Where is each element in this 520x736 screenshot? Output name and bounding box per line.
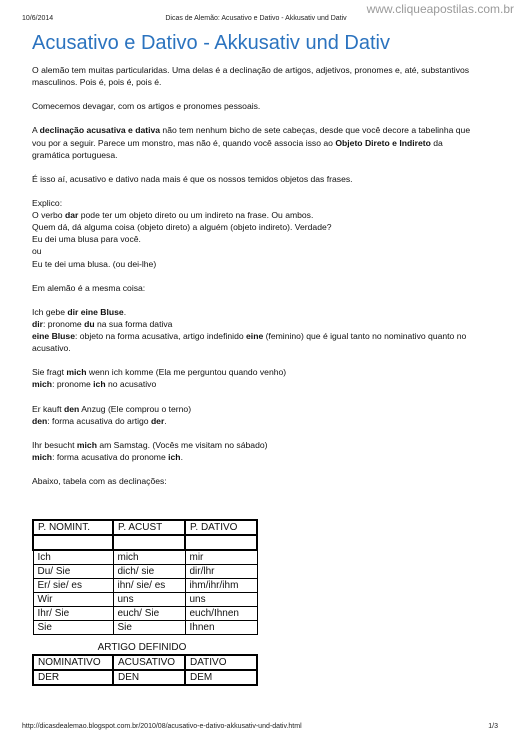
table-cell: euch/Ihnen	[185, 607, 257, 621]
page-number: 1/3	[488, 723, 498, 730]
table-cell	[33, 535, 113, 550]
text: Eu te dei uma blusa. (ou dei-lhe)	[32, 258, 157, 269]
text: : objeto na forma acusativa, artigo indefinido	[75, 331, 247, 342]
bold-text: mich	[66, 367, 87, 378]
paragraph	[32, 403, 472, 427]
table-cell: mich	[113, 550, 185, 565]
table-cell: mir	[185, 550, 257, 565]
table-caption: ARTIGO DEFINIDO	[97, 642, 187, 654]
table-header-cell: NOMINATIVO	[33, 655, 113, 670]
text: Explico:	[32, 198, 63, 209]
text: A	[32, 125, 40, 136]
text: .	[164, 415, 167, 426]
table-cell: Er/ sie/ es	[33, 579, 113, 593]
page-title: Acusativo e Dativo - Akkusativ und Dativ	[32, 32, 390, 54]
text: no acusativo	[105, 379, 157, 390]
table-cell: dir/lhr	[185, 565, 257, 579]
table-row	[33, 579, 257, 593]
bold-text: ich	[93, 379, 106, 390]
text: na sua forma dativa	[94, 318, 173, 329]
paragraph: Em alemão é a mesma coisa:	[32, 282, 146, 293]
text: Eu dei uma blusa para você.	[32, 234, 141, 245]
table-row	[33, 535, 257, 550]
table-header-cell: P. NOMINT.	[33, 520, 113, 535]
paragraph	[32, 439, 472, 463]
paragraph: O alemão tem muitas particularidas. Uma delas é a declinação de artigos, adjetivos, pronomes e, até, substantivos masculinos. Pois é, pois é, pois é.	[32, 65, 470, 88]
table-cell: uns	[185, 593, 257, 607]
text: (feminino) que é igual tanto no nominativo quanto no acusativo.	[32, 331, 467, 354]
table-cell: Ihnen	[185, 621, 257, 635]
text: : forma acusativa do artigo	[47, 415, 151, 426]
table-cell	[113, 535, 185, 550]
bold-text: dar	[64, 210, 79, 221]
watermark: www.cliqueapostilas.com.br	[366, 2, 514, 16]
text: am Samstag. (Vocês me visitam no sábado)	[96, 439, 268, 450]
paragraph	[32, 366, 472, 390]
paragraph	[32, 124, 472, 160]
bold-text: mich	[76, 439, 97, 450]
table-cell: Ihr/ Sie	[33, 607, 113, 621]
table-header-cell: DATIVO	[185, 655, 257, 670]
table-cell: DER	[33, 670, 113, 685]
bold-text: den	[64, 403, 80, 414]
paragraph: Abaixo, tabela com as declinações:	[32, 476, 167, 487]
table-row	[33, 550, 257, 565]
paragraph: Comecemos devagar, com os artigos e pronomes pessoais.	[32, 101, 261, 112]
paragraph: É isso aí, acusativo e dativo nada mais é que os nossos temidos objetos das frases.	[32, 173, 353, 184]
text: O verbo	[32, 210, 65, 221]
definite-article-table	[32, 654, 258, 686]
text: pode ter um objeto direto ou um indireto na frase. Ou ambos.	[78, 210, 314, 221]
table-cell: ihn/ sie/ es	[113, 579, 185, 593]
table-cell: Wir	[33, 593, 113, 607]
table-cell	[185, 535, 257, 550]
text: ou	[32, 246, 42, 257]
text: .	[123, 306, 127, 317]
table-header-cell: P. DATIVO	[185, 520, 257, 535]
bold-text: dir	[32, 318, 43, 329]
text: Anzug (Ele comprou o terno)	[79, 403, 192, 414]
bold-text: dir eine Bluse	[67, 306, 124, 317]
text: : pronome	[42, 318, 85, 329]
text: : pronome	[52, 379, 94, 390]
bold-text: du	[84, 318, 95, 329]
bold-text: den	[32, 415, 48, 426]
print-date: 10/6/2014	[22, 15, 54, 22]
table-row	[33, 607, 257, 621]
source-url: http://dicasdealemao.blogspot.com.br/2010/08/acusativo-e-dativo-akkusativ-und-dativ.html	[22, 723, 302, 730]
bold-text: der	[150, 415, 165, 426]
text: Ihr besucht	[32, 439, 77, 450]
paragraph	[32, 197, 472, 270]
pronoun-declension-table	[32, 519, 258, 635]
paragraph	[32, 306, 472, 354]
text: da gramática portuguesa.	[32, 137, 443, 160]
table-cell: euch/ Sie	[113, 607, 185, 621]
bold-text: mich	[32, 379, 53, 390]
table-row	[33, 593, 257, 607]
bold-text: Objeto Direto e Indireto	[335, 137, 431, 148]
text: Er kauft	[32, 403, 64, 414]
bold-text: declinação acusativa e dativa	[39, 125, 161, 136]
table-cell: DEN	[113, 670, 185, 685]
table-header-cell: P. ACUST	[113, 520, 185, 535]
table-header-row	[33, 655, 257, 670]
table-cell: ihm/ihr/ihm	[185, 579, 257, 593]
table-cell: Ich	[33, 550, 113, 565]
print-title: Dicas de Alemão: Acusativo e Dativo - Akkusativ und Dativ	[165, 15, 347, 22]
table-row	[33, 670, 257, 685]
text: .	[180, 452, 183, 462]
bold-text: eine Bluse	[32, 331, 75, 342]
table-cell: Du/ Sie	[33, 565, 113, 579]
table-cell: uns	[113, 593, 185, 607]
bold-text: ich	[168, 452, 181, 462]
table-header-cell: ACUSATIVO	[113, 655, 185, 670]
table-header-row	[33, 520, 257, 535]
bold-text: mich	[32, 452, 53, 462]
table-cell: dich/ sie	[113, 565, 185, 579]
text: wenn ich komme (Ela me perguntou quando venho)	[86, 367, 287, 378]
text: Sie fragt	[32, 367, 67, 378]
bold-text: eine	[246, 331, 264, 342]
text: : forma acusativa do pronome	[52, 452, 169, 462]
table-cell: DEM	[185, 670, 257, 685]
text: Ich gebe	[32, 306, 68, 317]
table-row	[33, 621, 257, 635]
text: não tem nenhum bicho de sete cabeças, desde que você decore a tabelinha que vou por a seguir. Parece um monstro, mas não é, quando você associa isso ao	[32, 125, 471, 148]
table-cell: Sie	[113, 621, 185, 635]
table-row	[33, 565, 257, 579]
article-body	[32, 64, 472, 686]
table-cell: Sie	[33, 621, 113, 635]
text: Quem dá, dá alguma coisa (objeto direto) a alguém (objeto indireto). Verdade?	[32, 222, 332, 233]
